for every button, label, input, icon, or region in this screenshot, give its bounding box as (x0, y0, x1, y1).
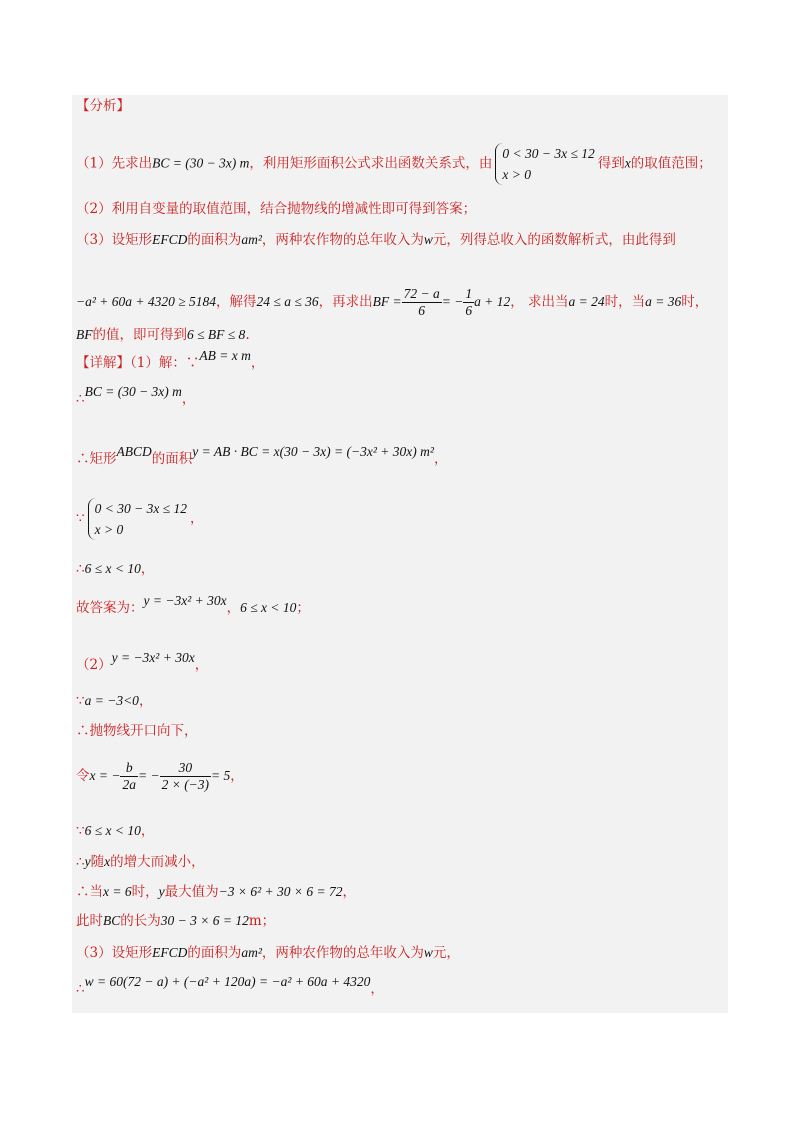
detail-line-decreasing: ∴y随x的增大而减小， (76, 854, 205, 870)
inequality-system: 0 < 30 − 3x ≤ 12 x > 0 (495, 143, 594, 185)
detail-line-bc-length: 此时BC的长为30 − 3 × 6 = 12m； (76, 913, 276, 929)
fraction: $\frac{72 - a}{6}$ (403, 286, 440, 318)
inequality-system: 0 < 30 − 3x ≤ 12 x > 0 (88, 498, 187, 540)
detail-line-system: ∵ 0 < 30 − 3x ≤ 12 x > 0 ， (76, 498, 203, 524)
analysis-heading: 【分析】 (76, 98, 130, 114)
detail-heading: 【详解】（1）解：∵AB = x m， (76, 348, 265, 371)
detail-line-max: ∴当x = 6时，y最大值为−3 × 6² + 30 × 6 = 72， (76, 884, 356, 900)
detail-part-2: （2）y = −3x² + 30x， (76, 650, 209, 673)
detail-line-income: ∴w = 60(72 − a) + (−a² + 120a) = −a² + 60a + 4320， (76, 974, 384, 997)
detail-line-axis: 令x = − $\frac{b}{2a}$ = − $\frac{30}{2 \times (-3)}$ = 5， (76, 760, 244, 792)
analysis-step-3-cont: −a² + 60a + 4320 ≥ 5184，解得24 ≤ a ≤ 36，再求出BF = $\frac{72 - a}{6}$ = − $\frac{1}{6}$ a + 12， 求出当a = 24时，当a = 36时， (76, 286, 709, 318)
detail-line-area: ∴矩形ABCD的面积y = AB · BC = x(30 − 3x) = (−3x² + 30x) m²， (76, 444, 448, 467)
analysis-step-2: （2）利用自变量的取值范围，结合抛物线的增减性即可得到答案； (76, 201, 477, 217)
fraction: $\frac{30}{2 \times (-3)}$ (161, 760, 210, 792)
analysis-step-1: （1）先求出BC = (30 − 3x) m，利用矩形面积公式求出函数关系式，由 0 < 30 − 3x ≤ 12 x > 0 得到x的取值范围； (76, 143, 712, 169)
detail-line-opening: ∴抛物线开口向下， (76, 723, 198, 739)
fraction: $\frac{b}{2a}$ (122, 760, 136, 792)
analysis-step-3: （3）设矩形EFCD的面积为am²，两种农作物的总年收入为w元，列得总收入的函数解析式，由此得到 (76, 232, 676, 248)
detail-part-3: （3）设矩形EFCD的面积为am²，两种农作物的总年收入为w元， (76, 945, 460, 961)
fraction: $\frac{1}{6}$ (465, 286, 473, 318)
detail-line-range: ∴6 ≤ x < 10， (76, 561, 155, 577)
detail-line-bc: ∴BC = (30 − 3x) m， (76, 384, 196, 407)
analysis-step-3-end: BF的值，即可得到6 ≤ BF ≤ 8. (76, 327, 250, 343)
detail-line-a: ∵a = −3<0， (76, 693, 153, 709)
detail-line-range-2: ∵6 ≤ x < 10， (76, 823, 155, 839)
detail-line-answer: 故答案为：y = −3x² + 30x，6 ≤ x < 10； (76, 593, 310, 616)
